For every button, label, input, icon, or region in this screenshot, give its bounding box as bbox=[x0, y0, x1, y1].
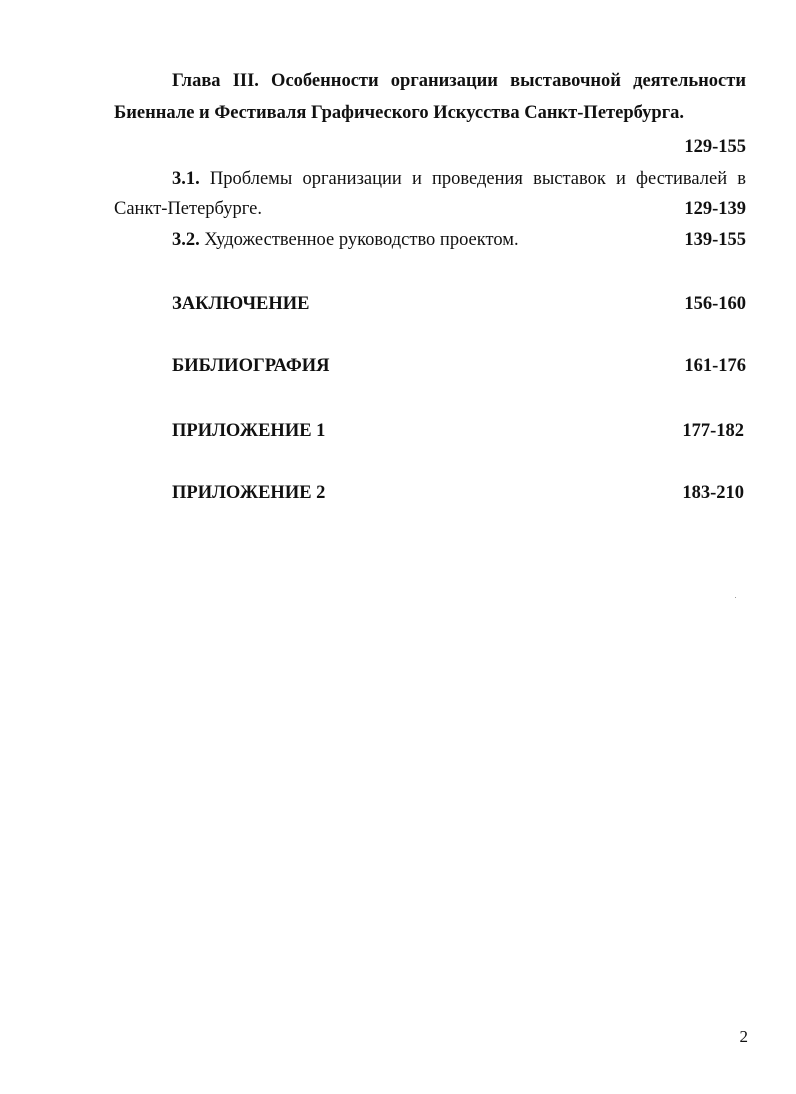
chapter3-title-line2: Биеннале и Фестиваля Графического Искусства Санкт-Петербурга. bbox=[114, 103, 684, 123]
appendix2-pages: 183-210 bbox=[682, 483, 744, 503]
bibliography-pages: 161-176 bbox=[684, 356, 746, 376]
section31-pages: 129-139 bbox=[684, 199, 746, 219]
section31-line1 bbox=[172, 170, 746, 189]
bibliography-label: БИБЛИОГРАФИЯ bbox=[172, 356, 330, 376]
appendix1-pages: 177-182 bbox=[682, 421, 744, 441]
chapter3-pages: 129-155 bbox=[684, 137, 746, 157]
scan-speck bbox=[735, 597, 736, 598]
section32-line bbox=[172, 231, 519, 250]
page-number: 2 bbox=[739, 1027, 748, 1046]
section31-text-line2: Санкт-Петербурге. bbox=[114, 199, 262, 219]
section31-text-line1: Проблемы организации и проведения выставок и фестивалей в bbox=[209, 169, 747, 189]
appendix2-label: ПРИЛОЖЕНИЕ 2 bbox=[172, 483, 326, 503]
section32-pages: 139-155 bbox=[684, 230, 746, 250]
chapter3-title-line1: Глава III. Особенности организации выставочной деятельности bbox=[172, 71, 746, 91]
section32-text: Художественное руководство проектом. bbox=[204, 230, 519, 250]
section31-number: 3.1. bbox=[172, 169, 200, 189]
conclusion-label: ЗАКЛЮЧЕНИЕ bbox=[172, 294, 310, 314]
section32-number: 3.2. bbox=[172, 230, 200, 250]
appendix1-label: ПРИЛОЖЕНИЕ 1 bbox=[172, 421, 326, 441]
conclusion-pages: 156-160 bbox=[684, 294, 746, 314]
